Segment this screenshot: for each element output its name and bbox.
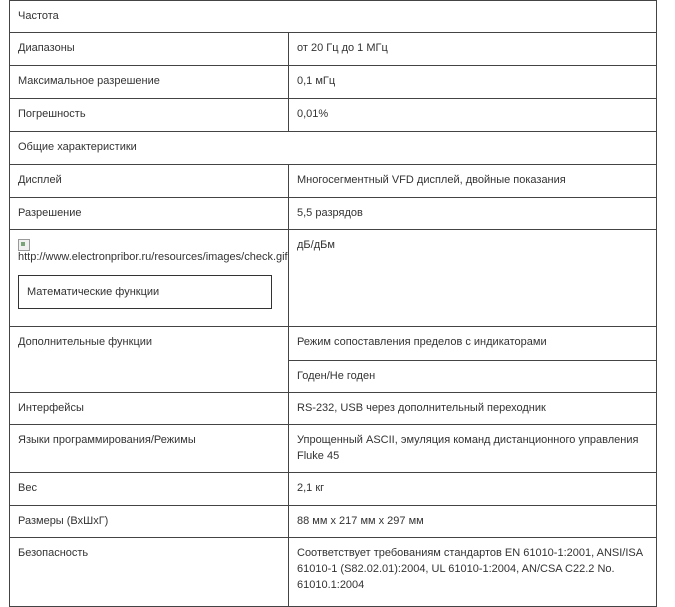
- table-row: [10, 506, 657, 538]
- spec-label: Размеры (ВхШхГ): [10, 506, 289, 538]
- section-title: Общие характеристики: [10, 132, 657, 165]
- spec-label: Интерфейсы: [10, 393, 289, 425]
- spec-label: Диапазоны: [10, 33, 289, 66]
- table-row: [10, 230, 657, 327]
- table-row: [10, 66, 657, 99]
- specifications-table: [9, 0, 657, 607]
- math-cell: [10, 230, 289, 327]
- spec-label: Дополнительные функции: [10, 327, 289, 393]
- table-row: [10, 327, 657, 361]
- section-header-frequency: [10, 1, 657, 33]
- spec-label: Математические функции: [27, 286, 160, 298]
- spec-value: 88 мм x 217 мм x 297 мм: [289, 506, 657, 538]
- spec-value: Режим сопоставления пределов с индикаторами: [289, 327, 657, 361]
- spec-label: Погрешность: [10, 99, 289, 132]
- spec-value: Соответствует требованиям стандартов EN 61010-1:2001, ANSI/ISA 61010-1 (S82.02.01):2004, UL 61010-1:2004, AN/CSA C22.2 No. 61010.1:2004: [289, 538, 657, 607]
- spec-value: Многосегментный VFD дисплей, двойные показания: [289, 165, 657, 198]
- spec-value: Упрощенный ASCII, эмуляция команд дистанционного управления Fluke 45: [289, 425, 657, 473]
- spec-label: Дисплей: [10, 165, 289, 198]
- table-row: [10, 33, 657, 66]
- spec-value: RS-232, USB через дополнительный переходник: [289, 393, 657, 425]
- spec-value: дБ/дБм: [289, 230, 657, 327]
- table-row: [10, 99, 657, 132]
- table-row: [10, 393, 657, 425]
- table-row: [10, 198, 657, 230]
- spec-value: 5,5 разрядов: [289, 198, 657, 230]
- section-header-general: [10, 132, 657, 165]
- table-row: [10, 425, 657, 473]
- table-row: [10, 165, 657, 198]
- spec-value: 2,1 кг: [289, 473, 657, 506]
- spec-value: Годен/Не годен: [289, 361, 657, 393]
- image-alt-url: http://www.electronpribor.ru/resources/images/check.gif: [18, 251, 288, 263]
- spec-label: Безопасность: [10, 538, 289, 607]
- table-row: [10, 538, 657, 607]
- spec-label: Вес: [10, 473, 289, 506]
- spec-label: Максимальное разрешение: [10, 66, 289, 99]
- spec-label: Языки программирования/Режимы: [10, 425, 289, 473]
- spec-value: 0,1 мГц: [289, 66, 657, 99]
- spec-label: Разрешение: [10, 198, 289, 230]
- math-functions-box: [18, 275, 272, 309]
- broken-image-icon: [18, 239, 30, 251]
- spec-value: 0,01%: [289, 99, 657, 132]
- table-row: [10, 473, 657, 506]
- spec-value: от 20 Гц до 1 МГц: [289, 33, 657, 66]
- section-title: Частота: [10, 1, 657, 33]
